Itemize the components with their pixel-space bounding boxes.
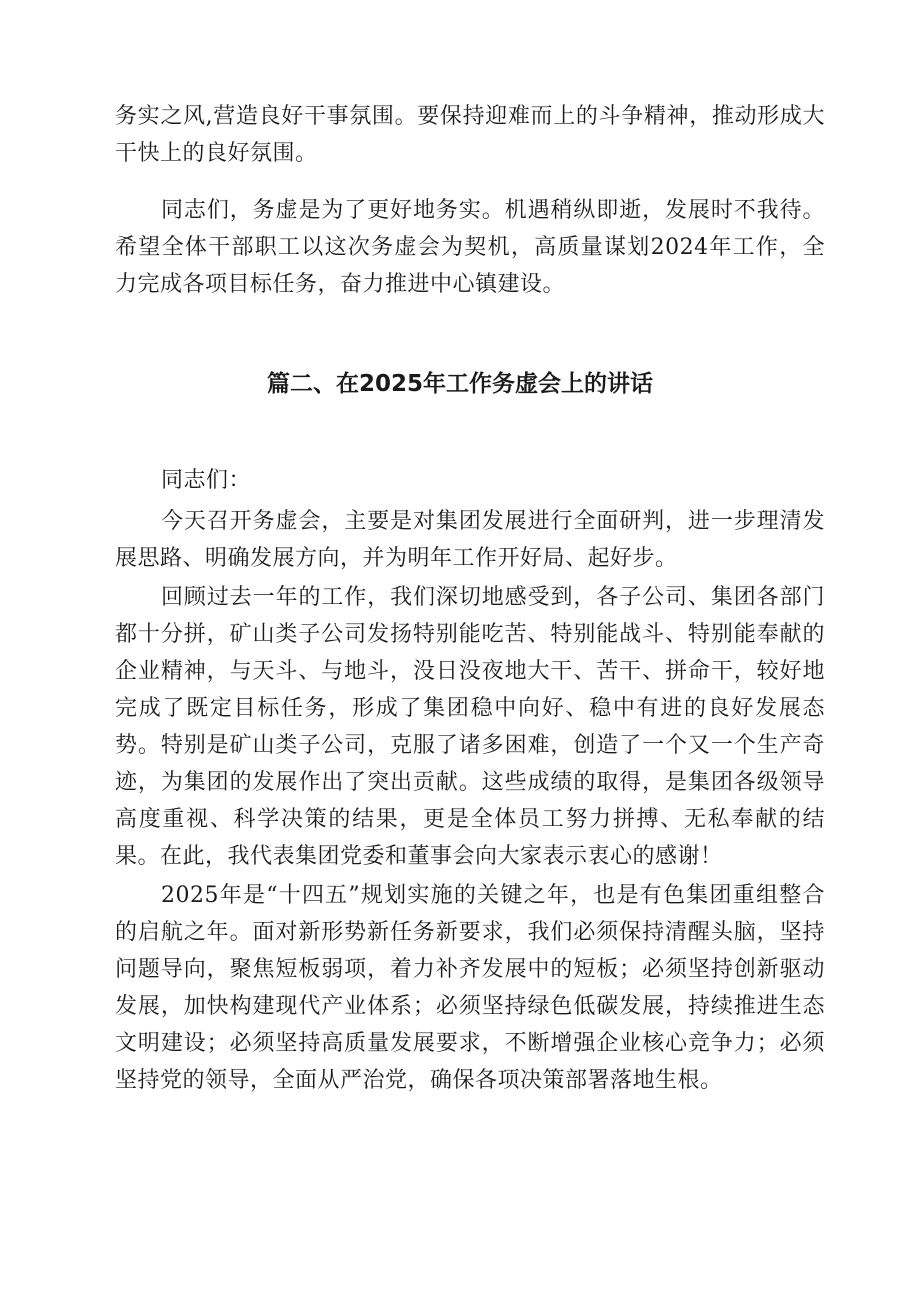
paragraph-closing	[115, 192, 825, 303]
paragraph: 同志们，务虚是为了更好地务实。机遇稍纵即逝，发展时不我待。希望全体干部职工以这次务虚会为契机，高质量谋划2024年工作，全力完成各项目标任务，奋力推进中心镇建设。	[115, 198, 825, 297]
paragraph: 今天召开务虚会，主要是对集团发展进行全面研判，进一步理清发展思路、明确发展方向，并为明年工作开好局、起好步。	[115, 509, 825, 571]
paragraph-continued	[115, 98, 825, 172]
salutation: 同志们：	[161, 468, 252, 493]
speech-body	[115, 462, 825, 1099]
paragraph: 回顾过去一年的工作，我们深切地感受到，各子公司、集团各部门都十分拼，矿山类子公司发扬特别能吃苦、特别能战斗、特别能奉献的企业精神，与天斗、与地斗，没日没夜地大干、苦干、拼命干，较好地完成了既定目标任务，形成了集团稳中向好、稳中有进的良好发展态势。特别是矿山类子公司，克服了诸多困难，创造了一个又一个生产奇迹，为集团的发展作出了突出贡献。这些成绩的取得，是集团各级领导高度重视、科学决策的结果，更是全体员工努力拼搏、无私奉献的结果。在此，我代表集团党委和董事会向大家表示衷心的感谢！	[115, 585, 825, 869]
paragraph: 务实之风,营造良好干事氛围。要保持迎难而上的斗争精神，推动形成大干快上的良好氛围。	[115, 104, 825, 166]
section-title: 篇二、在2025年工作务虚会上的讲话	[266, 371, 653, 397]
paragraph: 2025年是“十四五”规划实施的关键之年，也是有色集团重组整合的启航之年。面对新形势新任务新要求，我们必须保持清醒头脑，坚持问题导向，聚焦短板弱项，着力补齐发展中的短板；必须坚持创新驱动发展，加快构建现代产业体系；必须坚持绿色低碳发展，持续推进生态文明建设；必须坚持高质量发展要求，不断增强企业核心竞争力；必须坚持党的领导，全面从严治党，确保各项决策部署落地生根。	[115, 883, 825, 1093]
